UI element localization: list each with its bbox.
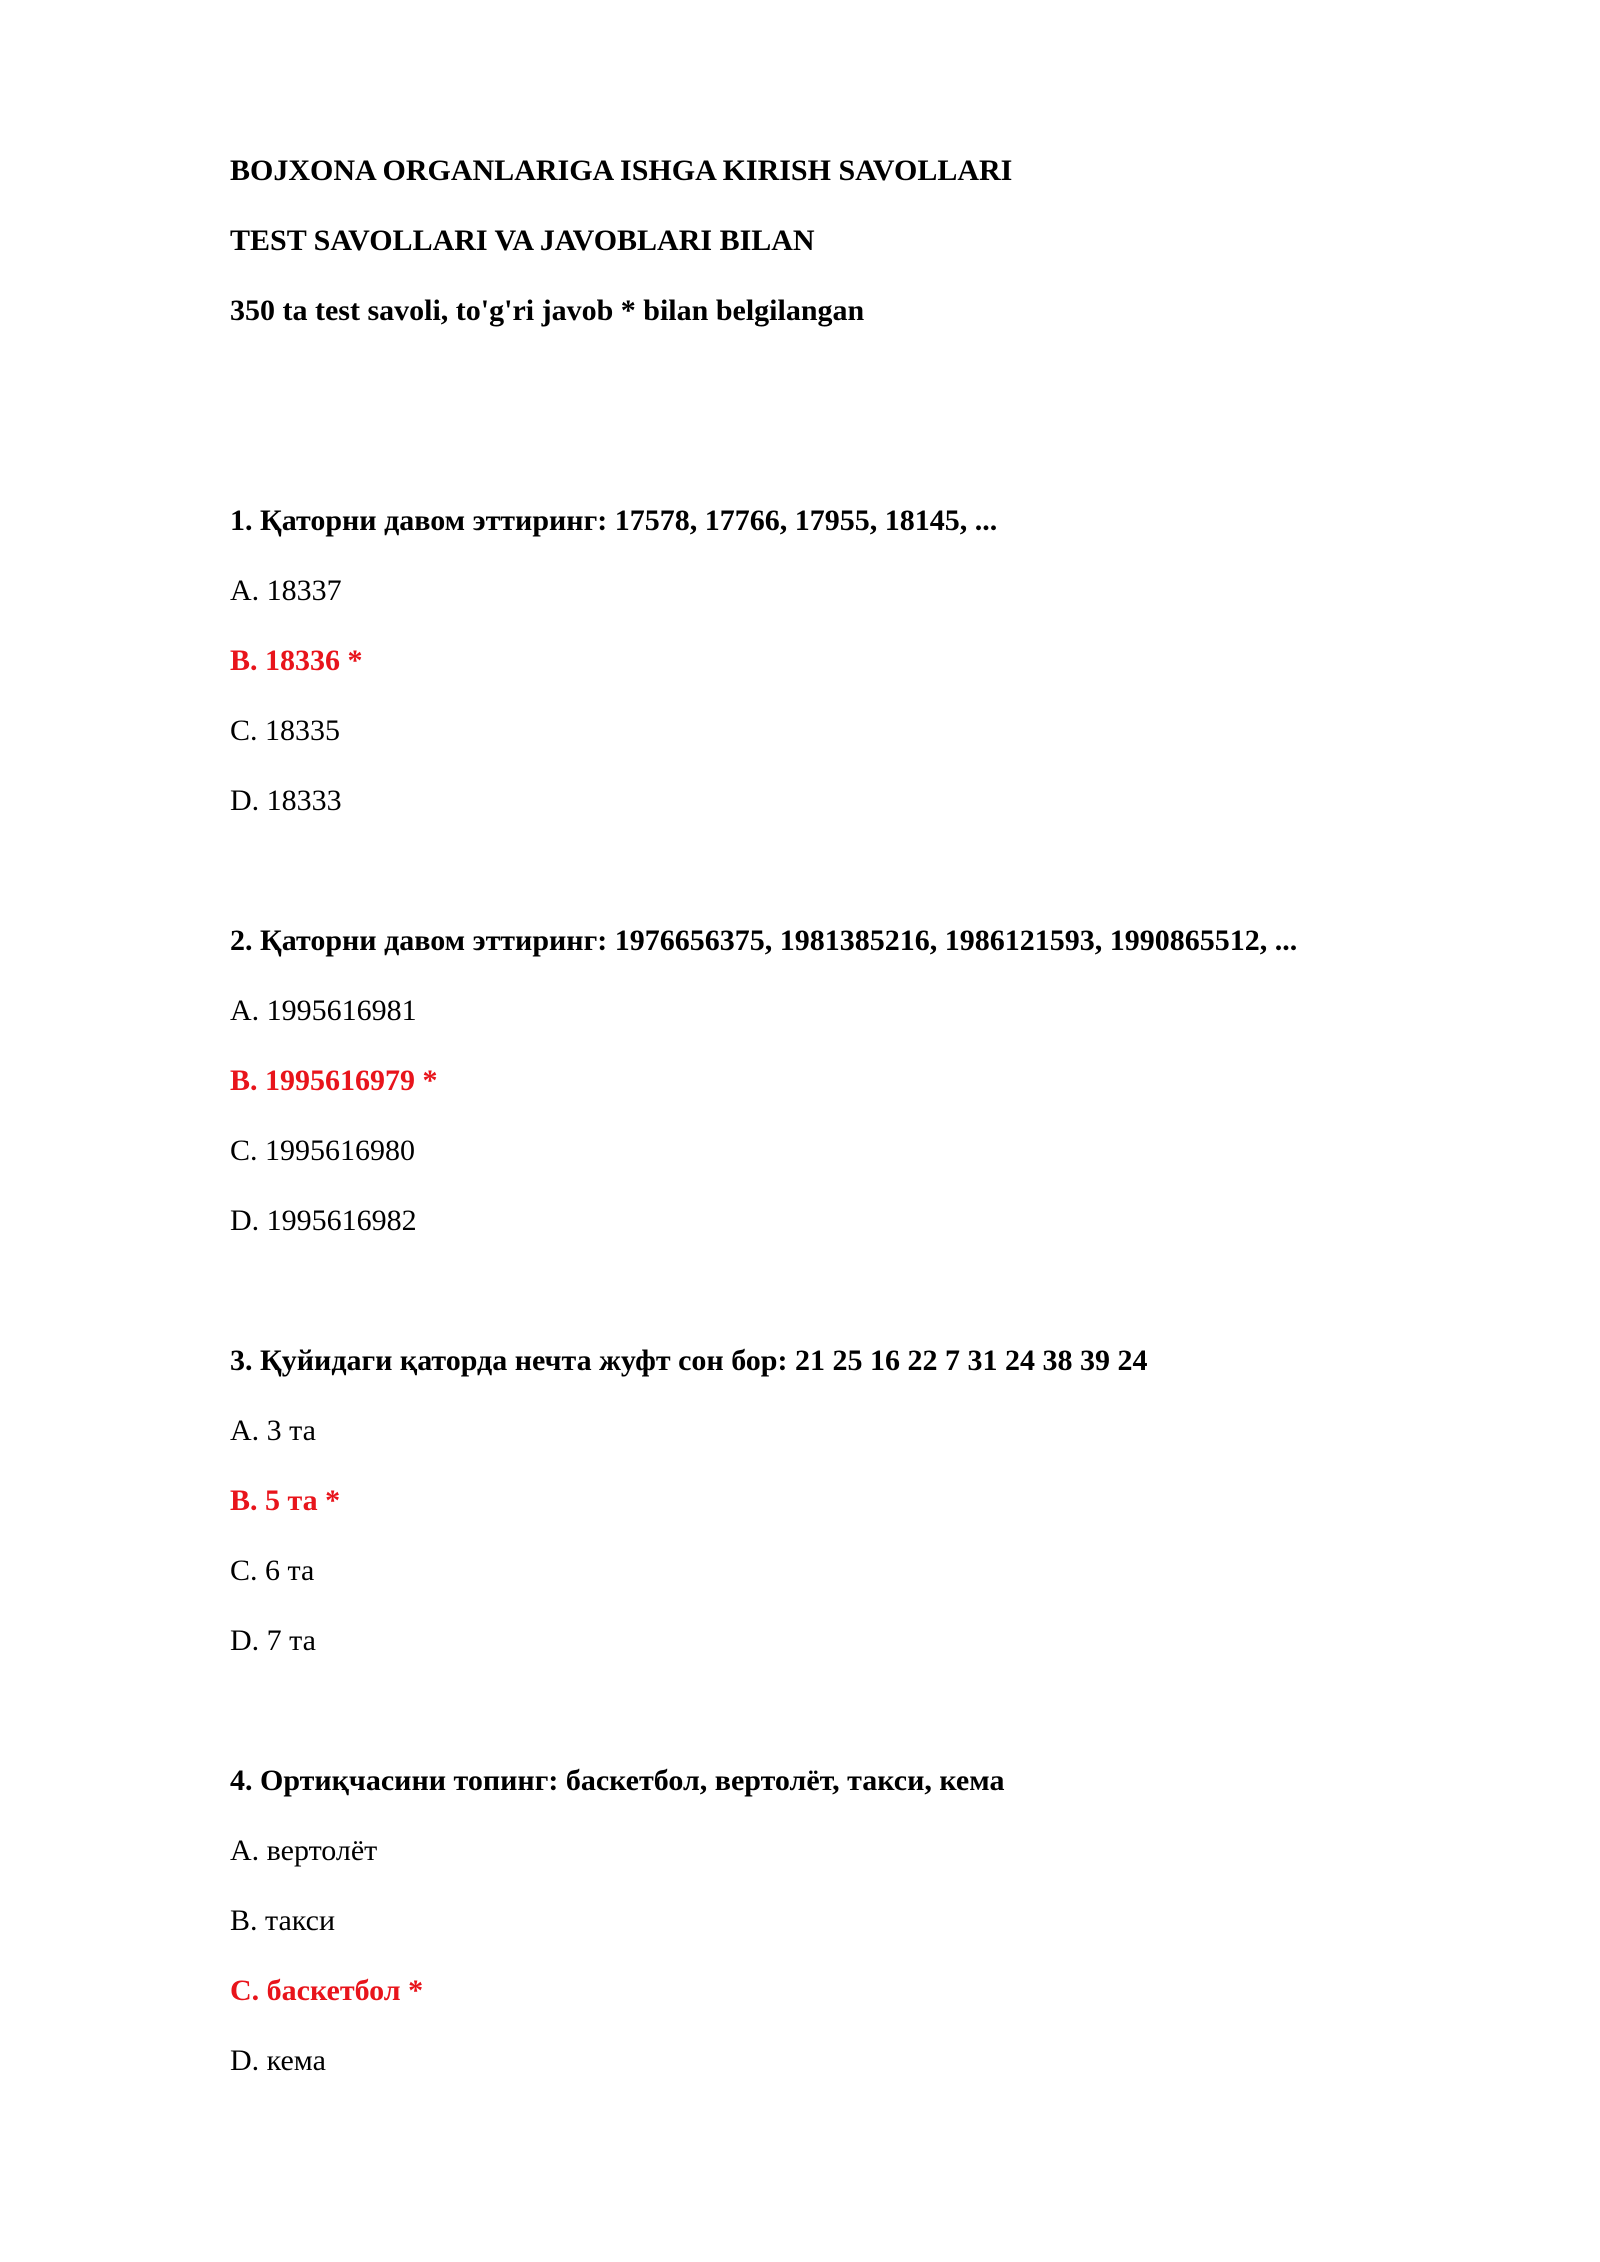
question-3-text: 3. Қуйидаги қаторда нечта жуфт сон бор: 21 25 16 22 7 31 24 38 39 24	[230, 1344, 1148, 1377]
question-1-text: 1. Қаторни давом эттиринг: 17578, 17766, 17955, 18145, ...	[230, 504, 998, 537]
question-4-option-b: B. такси	[230, 1904, 335, 1937]
question-4-text: 4. Ортиқчасини топинг: баскетбол, вертолёт, такси, кема	[230, 1764, 1005, 1797]
question-3-option-b: B. 5 та *	[230, 1484, 341, 1517]
document-note: 350 ta test savoli, to'g'ri javob * bilan belgilangan	[230, 294, 865, 327]
question-3-option-a: A. 3 та	[230, 1414, 316, 1447]
document-subtitle: TEST SAVOLLARI VA JAVOBLARI BILAN	[230, 224, 815, 257]
question-1-option-b: B. 18336 *	[230, 644, 363, 677]
question-3-option-c: C. 6 та	[230, 1554, 315, 1587]
question-2-option-a: A. 1995616981	[230, 994, 417, 1027]
question-1-option-c: C. 18335	[230, 714, 341, 747]
question-1-option-d: D. 18333	[230, 784, 342, 817]
question-4-option-d: D. кема	[230, 2044, 326, 2077]
question-3-option-d: D. 7 та	[230, 1624, 316, 1657]
question-4-option-a: A. вертолёт	[230, 1834, 378, 1867]
question-1-option-a: A. 18337	[230, 574, 342, 607]
question-2-option-c: C. 1995616980	[230, 1134, 416, 1167]
question-2-option-b: B. 1995616979 *	[230, 1064, 438, 1097]
question-2-option-d: D. 1995616982	[230, 1204, 417, 1237]
document-title: BOJXONA ORGANLARIGA ISHGA KIRISH SAVOLLARI	[230, 154, 1013, 187]
question-4-option-c: C. баскетбол *	[230, 1974, 424, 2007]
question-2-text: 2. Қаторни давом эттиринг: 1976656375, 1981385216, 1986121593, 1990865512, ...	[230, 924, 1298, 957]
